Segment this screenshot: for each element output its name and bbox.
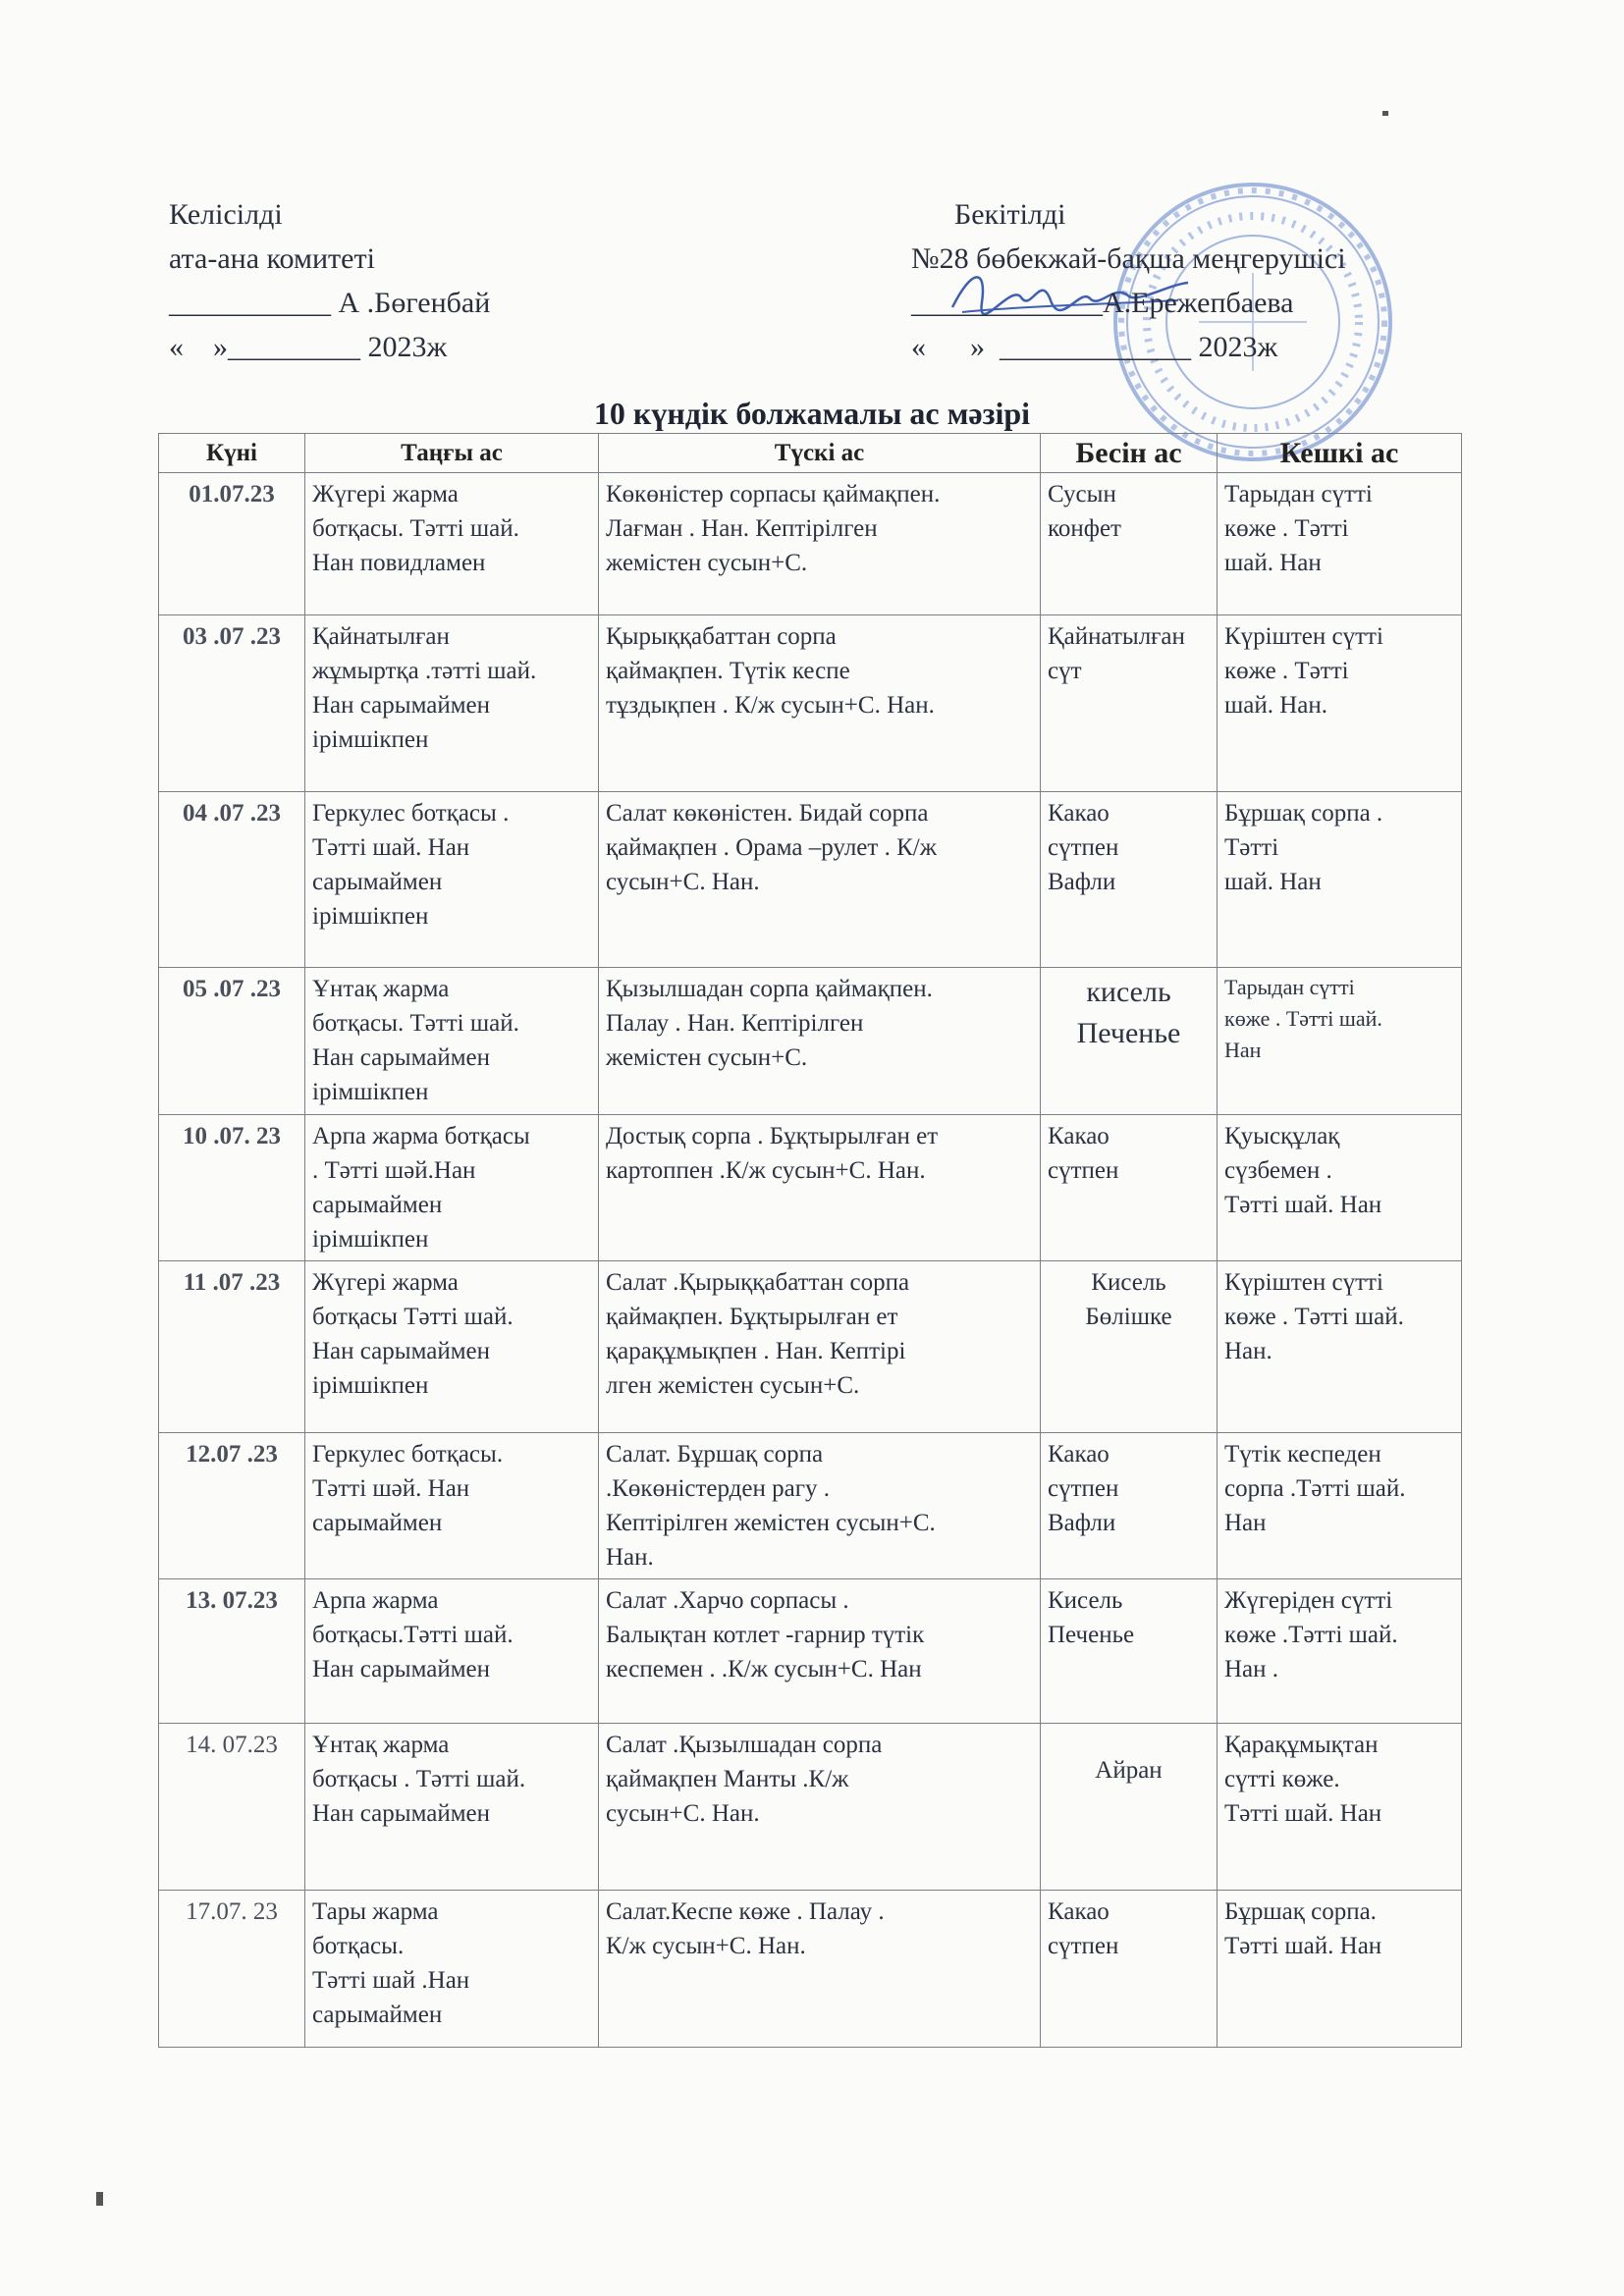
breakfast-cell: Ұнтақ жарма ботқасы . Тәтті шай. Нан сарымаймен [305,1724,599,1891]
scan-speck [1382,111,1388,116]
menu-table [158,433,1462,2048]
table-row [159,968,1462,1115]
dinner-cell: Түтік кеспеден сорпа .Тәтті шай. Нан [1218,1433,1462,1579]
head-signature-line: _____________А.Ережепбаева [911,287,1294,319]
date-cell: 05 .07 .23 [159,968,305,1115]
table-row [159,1261,1462,1433]
scan-speck [96,2192,103,2206]
lunch-cell: Қырыққабаттан сорпа қаймақпен. Түтік кеспе тұздықпен . К/ж сусын+С. Нан. [599,615,1041,792]
breakfast-cell: Жүгері жарма ботқасы. Тәтті шай. Нан повидламен [305,473,599,615]
breakfast-cell: Ұнтақ жарма ботқасы. Тәтті шай. Нан сарымаймен ірімшікпен [305,968,599,1115]
dinner-cell: Жүгеріден сүтті көже .Тәтті шай. Нан . [1218,1579,1462,1724]
header-row [159,434,1462,473]
breakfast-cell: Геркулес ботқасы. Тәтті шәй. Нан сарымаймен [305,1433,599,1579]
breakfast-cell: Тары жарма ботқасы. Тәтті шай .Нан сарымаймен [305,1891,599,2048]
dinner-cell: Бұршақ сорпа. Тәтті шай. Нан [1218,1891,1462,2048]
lunch-cell: Қызылшадан сорпа қаймақпен. Палау . Нан. Кептірілген жемістен сусын+С. [599,968,1041,1115]
table-row [159,615,1462,792]
table-row [159,473,1462,615]
date-cell: 10 .07. 23 [159,1115,305,1261]
header-afternoon-snack: Бесін ас [1041,434,1218,473]
lunch-cell: Салат .Қырыққабаттан сорпа қаймақпен. Бұқтырылған ет қарақұмықпен . Нан. Кептірі лген жемістен сусын+С. [599,1261,1041,1433]
snack-cell: Какао сүтпен [1041,1115,1218,1261]
breakfast-cell: Қайнатылған жұмыртқа .тәтті шай. Нан сарымаймен ірімшікпен [305,615,599,792]
approved-block [911,192,1346,369]
breakfast-cell: Арпа жарма ботқасы . Тәтті шәй.Нан сарымаймен ірімшікпен [305,1115,599,1261]
lunch-cell: Салат.Кеспе көже . Палау . К/ж сусын+С. Нан. [599,1891,1041,2048]
table-row [159,1115,1462,1261]
lunch-cell: Достық сорпа . Бұқтырылған ет картоппен .К/ж сусын+С. Нан. [599,1115,1041,1261]
date-cell: 14. 07.23 [159,1724,305,1891]
dinner-cell: Бұршақ сорпа . Тәтті шай. Нан [1218,792,1462,968]
snack-cell: Сусын конфет [1041,473,1218,615]
committee-signature-line: ___________ А .Бөгенбай [169,287,491,319]
agreed-date-line: « »_________ 2023ж [169,331,448,363]
date-cell: 01.07.23 [159,473,305,615]
table-row [159,792,1462,968]
dinner-cell: Күріштен сүтті көже . Тәтті шай. Нан. [1218,1261,1462,1433]
lunch-cell: Көкөністер сорпасы қаймақпен. Лағман . Нан. Кептірілген жемістен сусын+С. [599,473,1041,615]
header-breakfast: Таңғы ас [305,434,599,473]
snack-cell: Какао сүтпен Вафли [1041,792,1218,968]
snack-cell: Қайнатылған сүт [1041,615,1218,792]
dinner-cell: Қарақұмықтан сүтті көже. Тәтті шай. Нан [1218,1724,1462,1891]
breakfast-cell: Жүгері жарма ботқасы Тәтті шай. Нан сарымаймен ірімшікпен [305,1261,599,1433]
lunch-cell: Салат көкөністен. Бидай сорпа қаймақпен . Орама –рулет . К/ж сусын+С. Нан. [599,792,1041,968]
lunch-cell: Салат. Бұршақ сорпа .Көкөністерден рагу . Кептірілген жемістен сусын+С. Нан. [599,1433,1041,1579]
header-day: Күні [159,434,305,473]
date-cell: 11 .07 .23 [159,1261,305,1433]
date-cell: 17.07. 23 [159,1891,305,2048]
dinner-cell: Тарыдан сүтті көже . Тәтті шай. Нан [1218,968,1462,1115]
agreed-label: Келісілді [169,198,283,231]
header-dinner: Кешкі ас [1218,434,1462,473]
dinner-cell: Тарыдан сүтті көже . Тәтті шай. Нан [1218,473,1462,615]
date-cell: 04 .07 .23 [159,792,305,968]
table-row [159,1724,1462,1891]
breakfast-cell: Арпа жарма ботқасы.Тәтті шай. Нан сарымаймен [305,1579,599,1724]
snack-cell: кисель Печенье [1041,968,1218,1115]
dinner-cell: Қуысқұлақ сүзбемен . Тәтті шай. Нан [1218,1115,1462,1261]
snack-cell: Кисель Бөлішке [1041,1261,1218,1433]
approved-label: Бекітілді [954,198,1066,231]
parent-committee-label: ата-ана комитеті [169,242,375,275]
agreed-block [169,192,490,369]
approved-date-line: « » _____________ 2023ж [911,331,1278,363]
snack-cell: Какао сүтпен [1041,1891,1218,2048]
breakfast-cell: Геркулес ботқасы . Тәтті шай. Нан сарымаймен ірімшікпен [305,792,599,968]
table-row [159,1579,1462,1724]
head-of-kindergarten-label: №28 бөбекжай-бақша меңгерушісі [911,242,1346,275]
menu-title: 10 күндік болжамалы ас мәзірі [593,396,1031,431]
dinner-cell: Күріштен сүтті көже . Тәтті шай. Нан. [1218,615,1462,792]
snack-cell: Кисель Печенье [1041,1579,1218,1724]
date-cell: 12.07 .23 [159,1433,305,1579]
header-lunch: Түскі ас [599,434,1041,473]
date-cell: 13. 07.23 [159,1579,305,1724]
lunch-cell: Салат .Қызылшадан сорпа қаймақпен Манты .К/ж сусын+С. Нан. [599,1724,1041,1891]
snack-cell: Айран [1041,1724,1218,1891]
snack-cell: Какао сүтпен Вафли [1041,1433,1218,1579]
lunch-cell: Салат .Харчо сорпасы . Балықтан котлет -гарнир түтік кеспемен . .К/ж сусын+С. Нан [599,1579,1041,1724]
date-cell: 03 .07 .23 [159,615,305,792]
table-row [159,1891,1462,2048]
table-row [159,1433,1462,1579]
